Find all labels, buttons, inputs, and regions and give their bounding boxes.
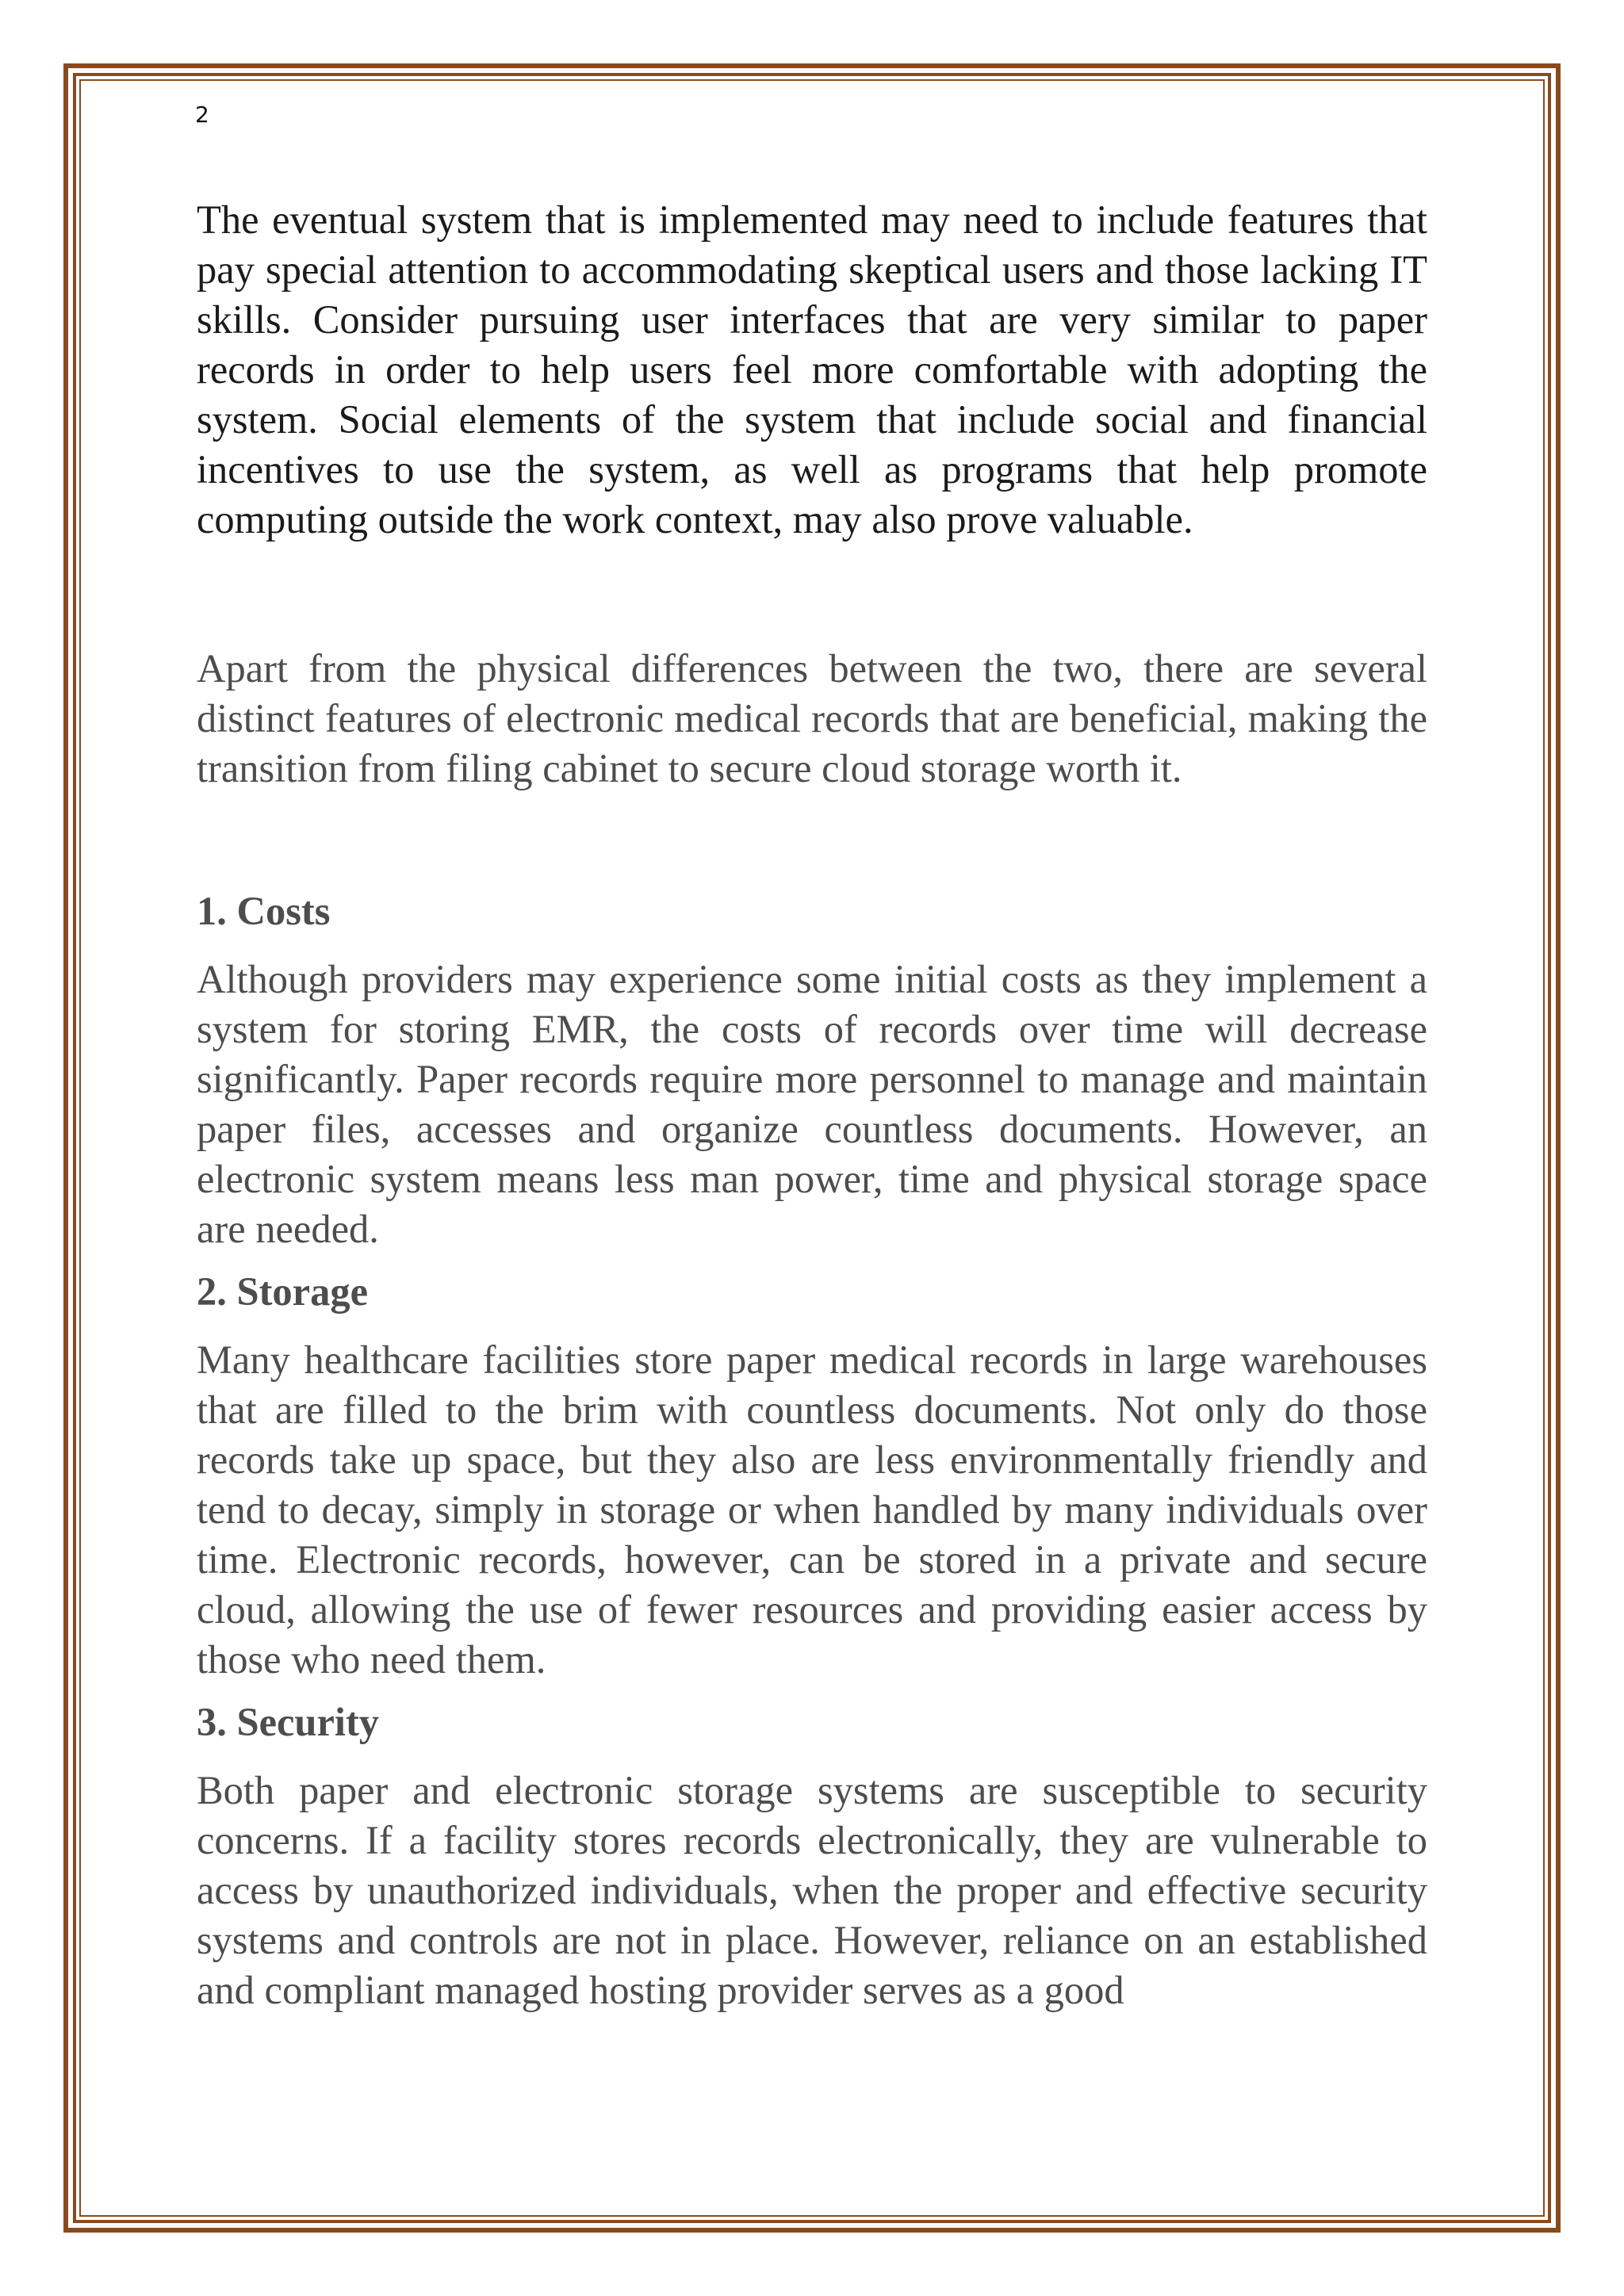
section-body-storage: Many healthcare facilities store paper medical records in large warehouses that are filled to the brim with countless documents. Not only do those records take up space, but they also are less environmentally friendly and tend to decay, simply in storage or when handled by many individuals over time. Electronic records, however, can be stored in a private and secure cloud, allowing the use of fewer resources and providing easier access by those who need them. xyxy=(197,1337,1427,1682)
document-body xyxy=(197,195,1427,2015)
section-heading-storage: 2. Storage xyxy=(197,1269,368,1314)
section-body-costs: Although providers may experience some initial costs as they implement a system for storing EMR, the costs of records over time will decrease significantly. Paper records require more personnel to manage and maintain paper files, accesses and organize countless documents. However, an electronic system means less man power, time and physical storage space are needed. xyxy=(197,957,1427,1251)
section-heading-security: 3. Security xyxy=(197,1700,380,1744)
intro-paragraph: The eventual system that is implemented may need to include features that pay special attention to accommodating skeptical users and those lacking IT skills. Consider pursuing user interfaces that are very similar to paper records in order to help users feel more comfortable with adopting the system. Social elements of the system that include social and financial incentives to use the system, as well as programs that help promote computing outside the work context, may also prove valuable. xyxy=(197,197,1427,541)
section-heading-costs: 1. Costs xyxy=(197,889,331,933)
page-number: 2 xyxy=(195,101,209,128)
apart-paragraph: Apart from the physical differences between the two, there are several distinct features of electronic medical records that are beneficial, making the transition from filing cabinet to secure cloud storage worth it. xyxy=(197,646,1427,790)
section-body-security: Both paper and electronic storage systems are susceptible to security concerns. If a facility stores records electronically, they are vulnerable to access by unauthorized individuals, when the proper and effective security systems and controls are not in place. However, reliance on an established and compliant managed hosting provider serves as a good xyxy=(197,1768,1427,2012)
